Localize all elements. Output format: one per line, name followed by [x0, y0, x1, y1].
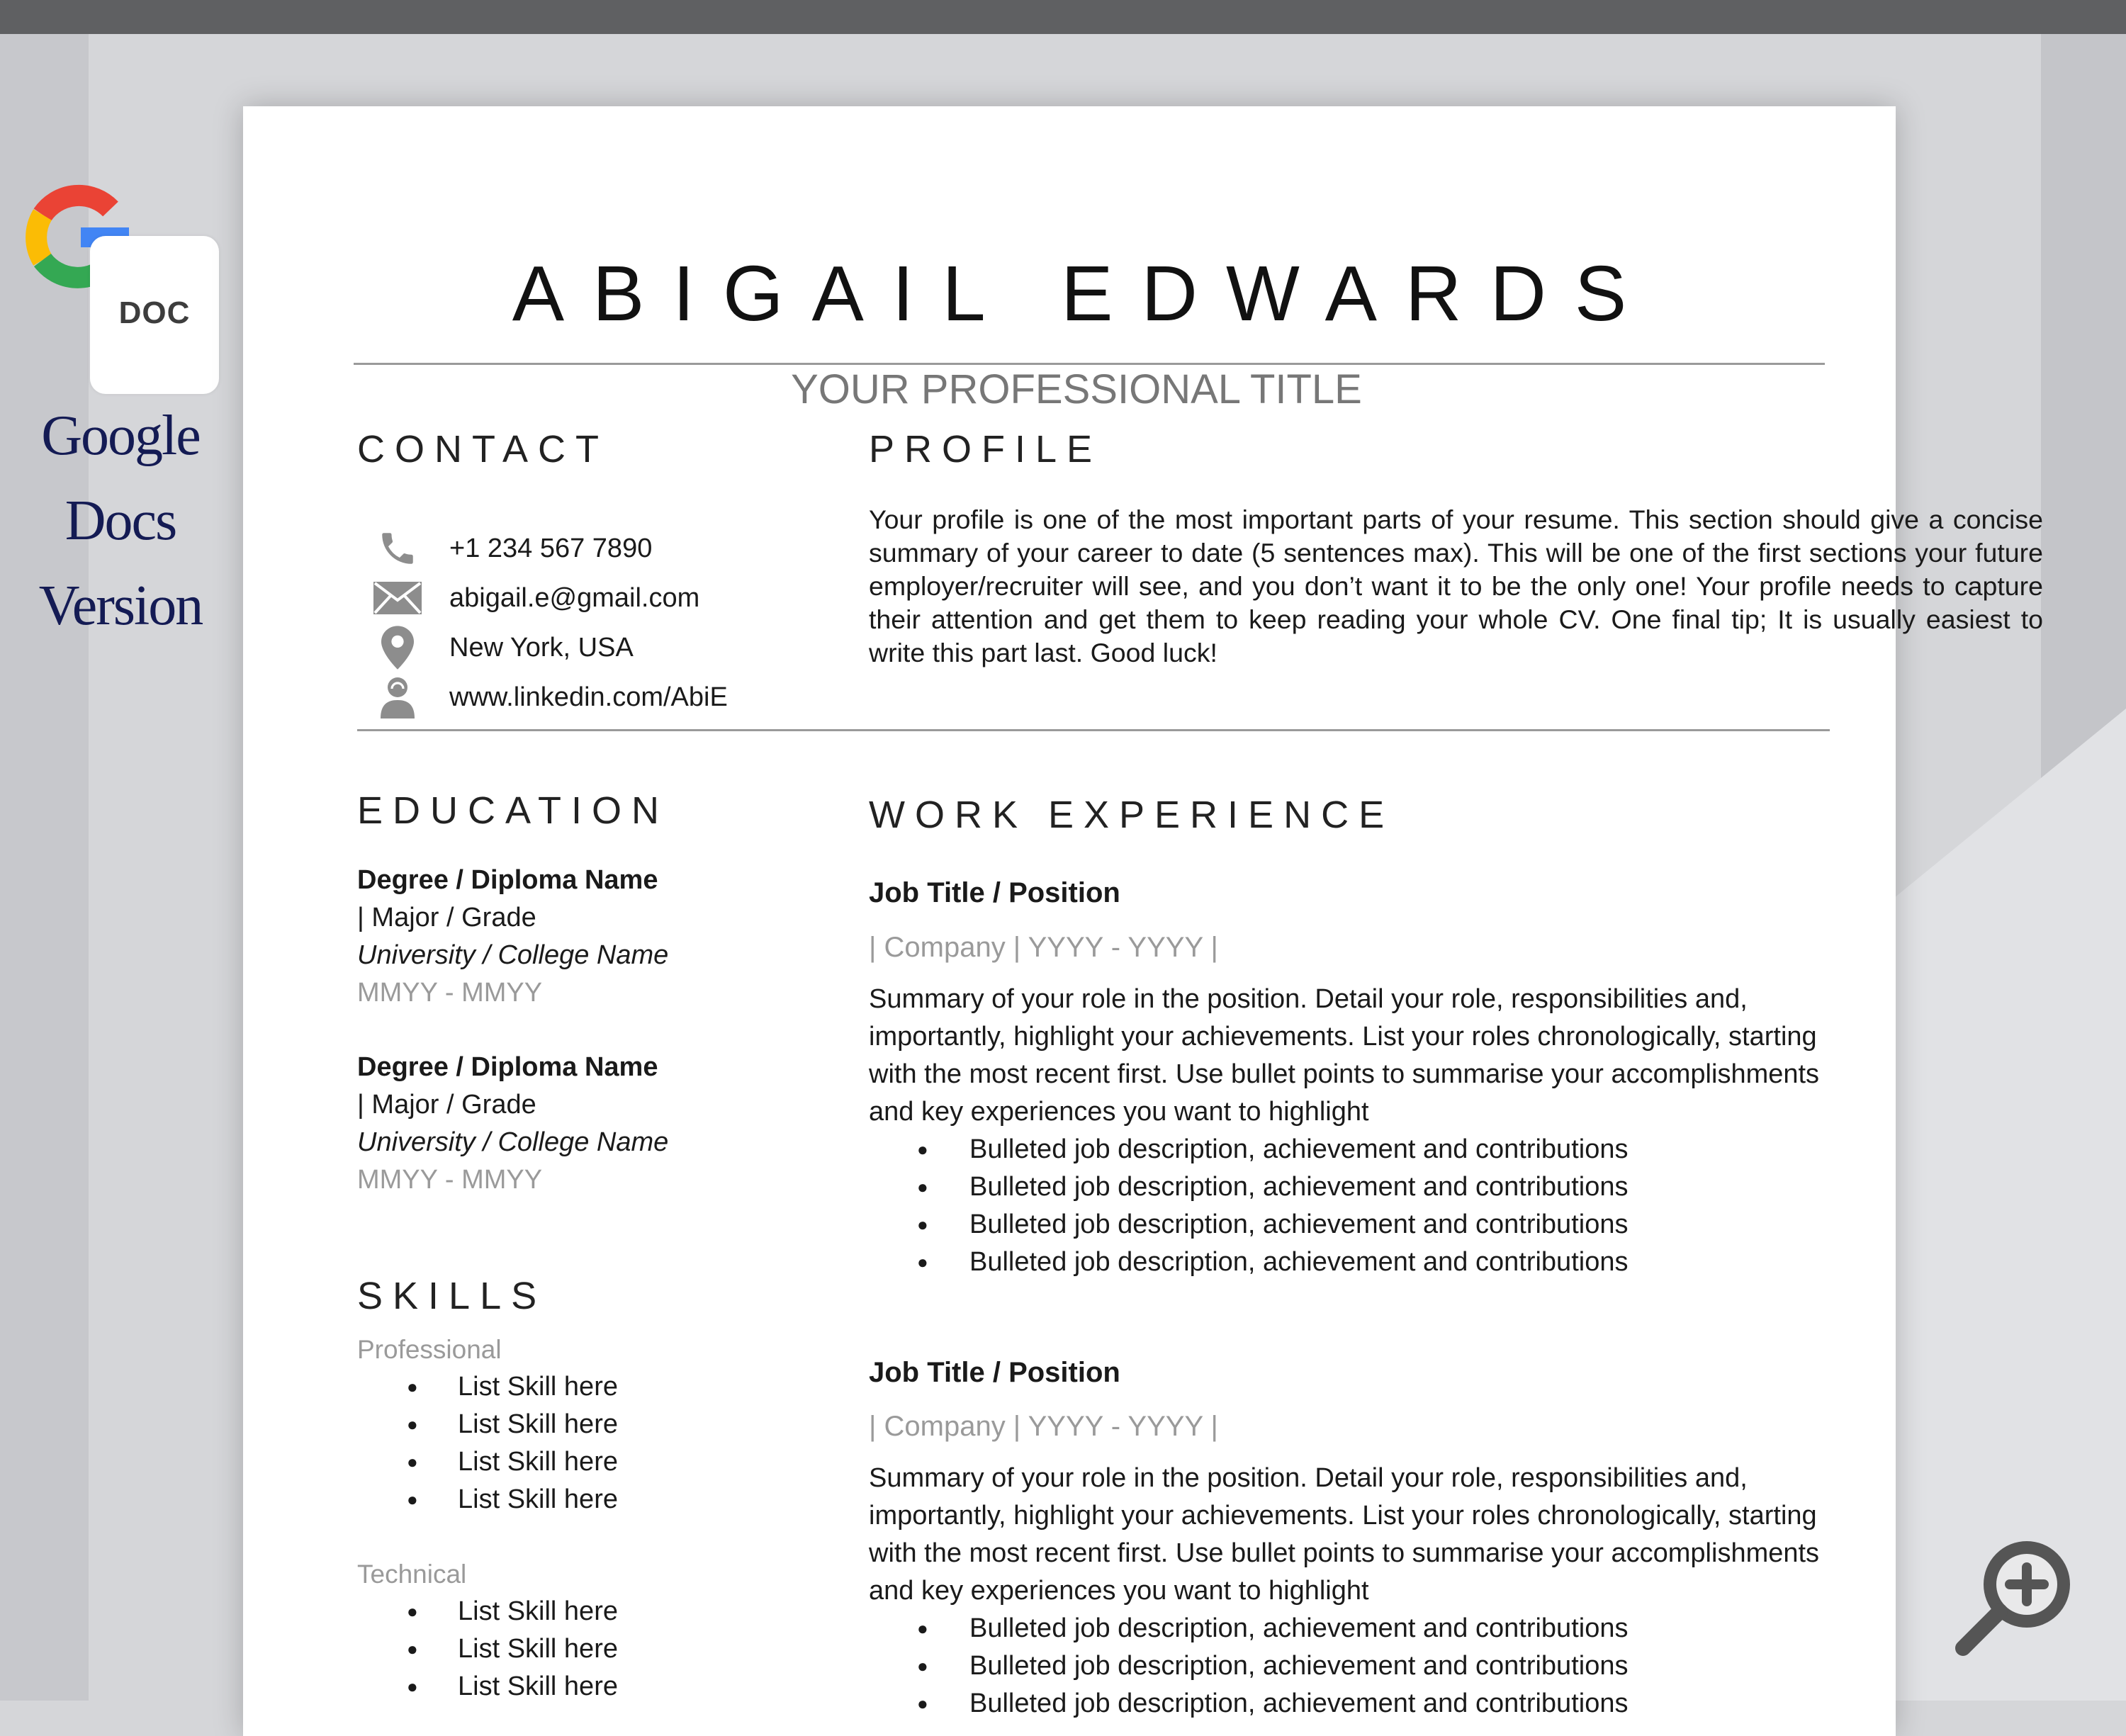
google-docs-line: Docs: [64, 490, 176, 552]
skills-list-technical: [357, 1593, 618, 1706]
skill-item: ● List Skill here: [357, 1443, 618, 1481]
contact-phone: [373, 527, 652, 570]
profile-text: Your profile is one of the most important parts of your resume. This section should give a concise summary of your career to date (5 sentences max). This will be one of the first sections your future employer/recruiter will see, and you don’t want it to be the only one! Your profile needs to capture their attention and get them to keep reading your whole CV. One final tip; It is usually easiest to write this part last. Good luck!: [869, 505, 2043, 667]
contact-location: [373, 626, 634, 669]
skill-item: ● List Skill here: [357, 1406, 618, 1443]
skill-item: ● List Skill here: [357, 1481, 618, 1518]
google-docs-line: Version: [38, 575, 203, 637]
work-experience-heading: WORK EXPERIENCE: [869, 794, 1395, 836]
resume-page: [243, 106, 2043, 1736]
location-pin-icon: [373, 626, 422, 669]
education-entry: [357, 862, 754, 1012]
job-bullet: ● Bulleted job description, achievement and contributions: [869, 1647, 1628, 1685]
skills-list-professional: [357, 1368, 618, 1518]
job-bullet: ● Bulleted job description, achievement and contributions: [869, 1610, 1628, 1647]
google-docs-line: Google: [41, 405, 200, 467]
top-bar: [0, 0, 2126, 34]
education-heading: EDUCATION: [357, 789, 670, 832]
contact-email-text: abigail.e@gmail.com: [449, 582, 700, 613]
job-summary: Summary of your role in the position. Detail your role, responsibilities and, importantly, highlight your achievements. List your roles chronologically, starting with the most recent first. Use bullet points to summarise your accomplishments and key experiences you want to highlight: [869, 1463, 1820, 1606]
doc-badge: [90, 236, 219, 394]
skill-item: ● List Skill here: [357, 1630, 618, 1668]
degree-name: Degree / Diploma Name: [357, 1052, 658, 1082]
skill-item: ● List Skill here: [357, 1668, 618, 1706]
envelope-icon: [373, 577, 422, 619]
major-grade: | Major / Grade: [357, 1090, 536, 1120]
job-summary: Summary of your role in the position. Detail your role, responsibilities and, importantly, highlight your achievements. List your roles chronologically, starting with the most recent first. Use bullet points to summarise your accomplishments and key experiences you want to highlight: [869, 984, 1820, 1127]
header-divider: [354, 363, 1825, 365]
phone-icon: [373, 527, 422, 570]
professional-title: YOUR PROFESSIONAL TITLE: [791, 366, 1362, 412]
profile-heading: PROFILE: [869, 428, 1103, 470]
degree-name: Degree / Diploma Name: [357, 865, 658, 895]
education-dates: MMYY - MMYY: [357, 1165, 543, 1195]
doc-badge-label: DOC: [118, 295, 191, 330]
university-name: University / College Name: [357, 940, 669, 970]
skills-category-technical: Technical: [357, 1560, 467, 1589]
job-title: Job Title / Position: [869, 877, 1120, 908]
linkedin-user-icon: [373, 676, 422, 718]
job-bullets: [869, 1131, 1628, 1281]
job-bullet: ● Bulleted job description, achievement and contributions: [869, 1168, 1628, 1206]
job-company-dates: | Company | YYYY - YYYY |: [869, 1411, 1218, 1442]
job-bullet: ● Bulleted job description, achievement and contributions: [869, 1131, 1628, 1168]
job-company-dates: | Company | YYYY - YYYY |: [869, 932, 1218, 963]
skill-item: ● List Skill here: [357, 1368, 618, 1406]
major-grade: | Major / Grade: [357, 903, 536, 932]
google-docs-version-label: [14, 393, 227, 648]
section-divider: [357, 729, 1830, 731]
education-dates: MMYY - MMYY: [357, 978, 543, 1008]
job-bullets: [869, 1610, 1628, 1723]
contact-phone-text: +1 234 567 7890: [449, 533, 653, 563]
contact-linkedin-text: www.linkedin.com/AbiE: [449, 682, 728, 712]
skills-heading: SKILLS: [357, 1275, 547, 1317]
zoom-in-magnifier-icon[interactable]: [1950, 1536, 2078, 1664]
skills-category-professional: Professional: [357, 1335, 502, 1364]
job-title: Job Title / Position: [869, 1357, 1120, 1388]
contact-linkedin: [373, 676, 728, 718]
job-bullet: ● Bulleted job description, achievement and contributions: [869, 1206, 1628, 1244]
contact-location-text: New York, USA: [449, 632, 634, 663]
education-entry: [357, 1049, 754, 1199]
job-bullet: ● Bulleted job description, achievement and contributions: [869, 1244, 1628, 1281]
university-name: University / College Name: [357, 1127, 669, 1157]
contact-email: [373, 577, 699, 619]
contact-heading: CONTACT: [357, 428, 609, 470]
job-bullet: ● Bulleted job description, achievement and contributions: [869, 1685, 1628, 1723]
resume-name: ABIGAIL EDWARDS: [512, 250, 1655, 337]
skill-item: ● List Skill here: [357, 1593, 618, 1630]
